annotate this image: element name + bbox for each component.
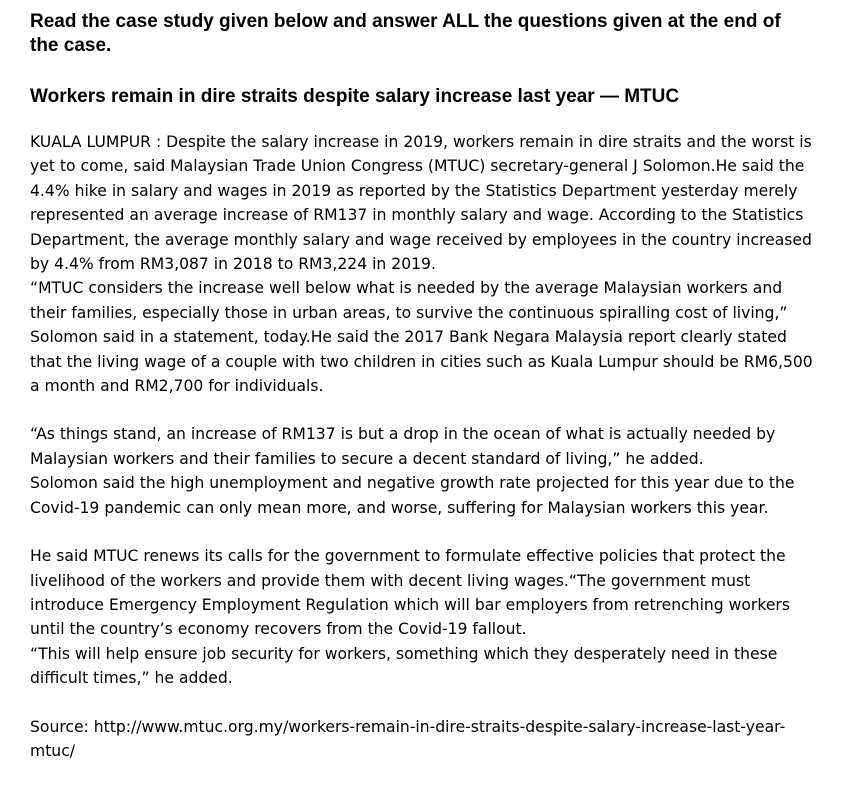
paragraph-text: “MTUC considers the increase well below what is needed by the average Malaysian workers and their families, especially those in urban areas, to survive the continuous spiralling cost of living,” Solomon said in a statement, today.He said the 2017 Bank Negara Malaysia report clearly stated that the living wage of a couple with two children in cities such as Kuala Lumpur should be RM6,500 a month and RM2,700 for individuals. xyxy=(30,279,813,396)
paragraph-text: “This will help ensure job security for workers, something which they desperately need in these difficult times,” he added. xyxy=(30,644,778,688)
article-paragraph-3 xyxy=(30,544,820,690)
article-paragraph-1 xyxy=(30,130,820,398)
paragraph-text: He said MTUC renews its calls for the government to formulate effective policies that protect the livelihood of the workers and provide them with decent living wages.“The government must introduce Emergency Employment Regulation which will bar employers from retrenching workers until the country’s economy recovers from the Covid-19 fallout. xyxy=(30,547,790,639)
instruction-text: Read the case study given below and answer ALL the questions given at the end of the case. xyxy=(30,11,781,56)
paragraph-text: KUALA LUMPUR : Despite the salary increase in 2019, workers remain in dire straits and the worst is yet to come, said Malaysian Trade Union Congress (MTUC) secretary-general J Solomon.He said the 4.4% hike in salary and wages in 2019 as reported by the Statistics Department yesterday merely represented an average increase of RM137 in monthly salary and wage. According to the Statistics Department, the average monthly salary and wage received by employees in the country increased by 4.4% from RM3,087 in 2018 to RM3,224 in 2019. xyxy=(30,133,812,274)
article-paragraph-2 xyxy=(30,422,820,520)
article-headline: Workers remain in dire straits despite salary increase last year — MTUC xyxy=(30,86,680,107)
paragraph-text: “As things stand, an increase of RM137 is but a drop in the ocean of what is actually needed by Malaysian workers and their families to secure a decent standard of living,” he added. xyxy=(30,425,776,468)
source-citation: Source: http://www.mtuc.org.my/workers-remain-in-dire-straits-despite-salary-increase-last-year-mtuc/ xyxy=(30,717,786,760)
case-study-document xyxy=(30,10,820,763)
paragraph-text: Solomon said the high unemployment and negative growth rate projected for this year due to the Covid-19 pandemic can only mean more, and worse, suffering for Malaysian workers this year. xyxy=(30,474,795,517)
